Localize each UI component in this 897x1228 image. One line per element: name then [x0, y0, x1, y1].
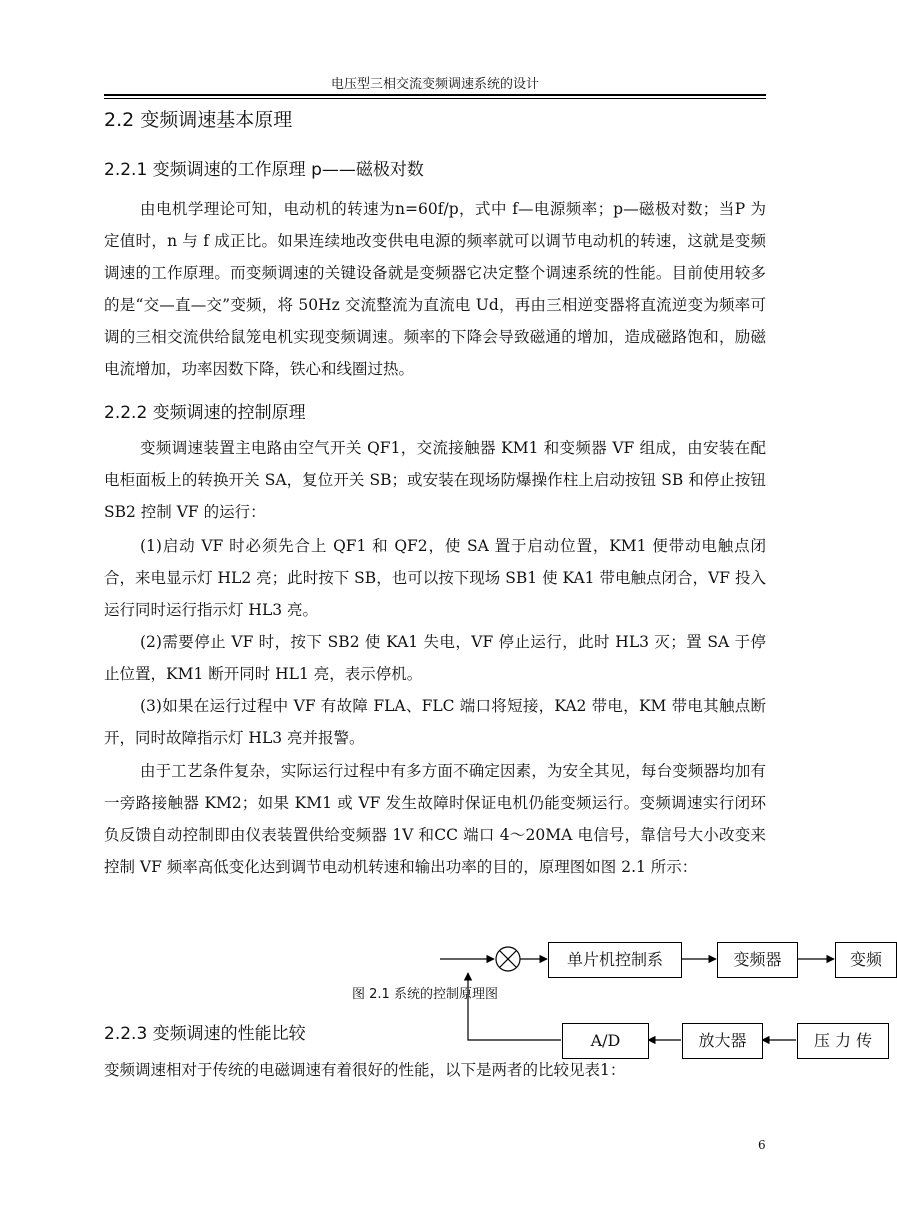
- subsection-2-2-3-title: 2.2.3 变频调速的性能比较: [104, 1024, 306, 1044]
- paragraph-2-2-2-closing: 由于工艺条件复杂，实际运行过程中有多方面不确定因素，为安全其见，每台变频器均加有一旁路接触器 KM2；如果 KM1 或 VF 发生故障时保证电机仍能变频运行。变频调速实行闭环负反馈自动控制即由仪表装置供给变频器 1V 和CC 端口 4～20MA 电信号，靠信号大小改变来控制 VF 频率高低变化达到调节电动机转速和输出功率的目的，原理图如图 2.1 所示：: [104, 762, 766, 876]
- paragraph-2-2-2-item-1: (1)启动 VF 时必须先合上 QF1 和 QF2，使 SA 置于启动位置，KM1 便带动电触点闭合，来电显示灯 HL2 亮；此时按下 SB，也可以按下现场 SB1 使 KA1 带电触点闭合，VF 投入运行同时运行指示灯 HL3 亮。: [104, 537, 766, 619]
- inverter-box: 变频器: [717, 942, 798, 978]
- paragraph-2-2-1: 由电机学理论可知，电动机的转速为n=60f/p，式中 f—电源频率；p—磁极对数；当P 为定值时，n 与 f 成正比。如果连续地改变供电电源的频率就可以调节电动机的转速，这就是变频调速的工作原理。而变频调速的关键设备就是变频器它决定整个调速系统的性能。目前使用较多的是“交—直—交”变频，将 50Hz 交流整流为直流电 Ud，再由三相逆变器将直流逆变为频率可调的三相交流供给鼠笼电机实现变频调速。频率的下降会导致磁通的增加，造成磁路饱和，励磁电流增加，功率因数下降，铁心和线圈过热。: [104, 200, 766, 378]
- header-rule-thick: [104, 94, 766, 96]
- paragraph-2-2-2-item-3: (3)如果在运行过程中 VF 有故障 FLA、FLC 端口将短接，KA2 带电，KM 带电其触点断开，同时故障指示灯 HL3 亮并报警。: [104, 697, 766, 747]
- running-header: 电压型三相交流变频调速系统的设计: [330, 77, 539, 92]
- ad-converter-box: A/D: [562, 1023, 649, 1059]
- subsection-2-2-2-title: 2.2.2 变频调速的控制原理: [104, 403, 306, 423]
- figure-caption: 图 2.1 系统的控制原理图: [352, 987, 498, 1002]
- header-rule-thin: [104, 98, 766, 99]
- paragraph-2-2-2-intro: 变频调速装置主电路由空气开关 QF1，交流接触器 KM1 和变频器 VF 组成，由安装在配电柜面板上的转换开关 SA，复位开关 SB；或安装在现场防爆操作柱上启动按钮 SB 和停止按钮 SB2 控制 VF 的运行：: [104, 439, 766, 521]
- section-title: 2.2 变频调速基本原理: [104, 109, 293, 131]
- pressure-sensor-box: 压 力 传: [797, 1023, 889, 1059]
- mcu-control-box: 单片机控制系: [548, 942, 682, 978]
- amplifier-box: 放大器: [682, 1023, 763, 1059]
- motor-box: 变频: [835, 942, 897, 978]
- paragraph-2-2-3: 变频调速相对于传统的电磁调速有着很好的性能，以下是两者的比较见表1：: [104, 1061, 626, 1079]
- paragraph-2-2-2-item-2: (2)需要停止 VF 时，按下 SB2 使 KA1 失电，VF 停止运行，此时 HL3 灭；置 SA 于停止位置，KM1 断开同时 HL1 亮，表示停机。: [104, 633, 766, 683]
- page-number: 6: [758, 1138, 766, 1152]
- subsection-2-2-1-title: 2.2.1 变频调速的工作原理 p——磁极对数: [104, 160, 424, 180]
